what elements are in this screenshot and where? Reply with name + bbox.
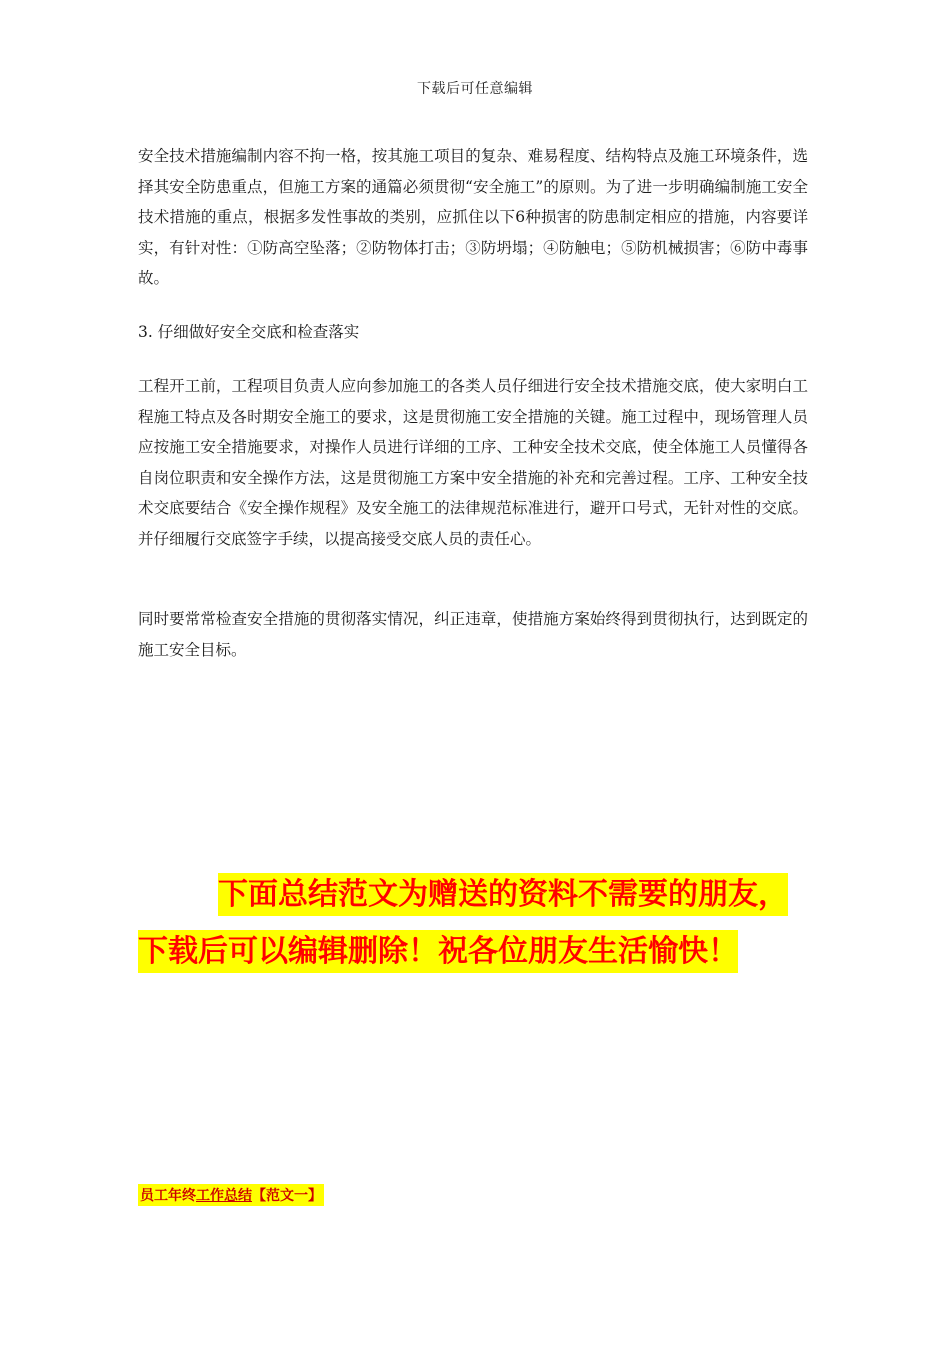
paragraph-safety-measures: 安全技术措施编制内容不拘一格，按其施工项目的复杂、难易程度、结构特点及施工环境条件，选择其安全防患重点，但施工方案的通篇必须贯彻“安全施工”的原则。为了进一步明确编制施工安全技术措施的重点，根据多发性事故的类别，应抓住以下6种损害的防患制定相应的措施，内容要详实，有针对性：①防高空坠落；②防物体打击；③防坍塌；④防触电；⑤防机械损害；⑥防中毒事故。 <box>138 147 808 287</box>
sample-title-prefix: 员工年终 <box>140 1188 196 1204</box>
sample-title-suffix: 【范文一】 <box>252 1188 322 1204</box>
promo-text: 下面总结范文为赠送的资料不需要的朋友，下载后可以编辑删除！祝各位朋友生活愉快！ <box>138 873 788 973</box>
promo-notice <box>138 866 808 980</box>
paragraph-inspection: 同时要常常检查安全措施的贯彻落实情况，纠正违章，使措施方案始终得到贯彻执行，达到既定的施工安全目标。 <box>138 610 808 659</box>
section-heading-3: 3. 仔细做好安全交底和检查落实 <box>138 323 360 341</box>
paragraph-safety-briefing: 工程开工前，工程项目负责人应向参加施工的各类人员仔细进行安全技术措施交底，使大家明白工程施工特点及各时期安全施工的要求，这是贯彻施工安全措施的关键。施工过程中，现场管理人员应按施工安全措施要求，对操作人员进行详细的工序、工种安全技术交底，使全体施工人员懂得各自岗位职责和安全操作方法，这是贯彻施工方案中安全措施的补充和完善过程。工序、工种安全技术交底要结合《安全操作规程》及安全施工的法律规范标准进行，避开口号式，无针对性的交底。并仔细履行交底签字手续，以提高接受交底人员的责任心。 <box>138 377 808 548</box>
sample-essay-title <box>138 1184 324 1206</box>
sample-title-underlined: 工作总结 <box>196 1188 252 1204</box>
page-header: 下载后可任意编辑 <box>417 81 533 97</box>
